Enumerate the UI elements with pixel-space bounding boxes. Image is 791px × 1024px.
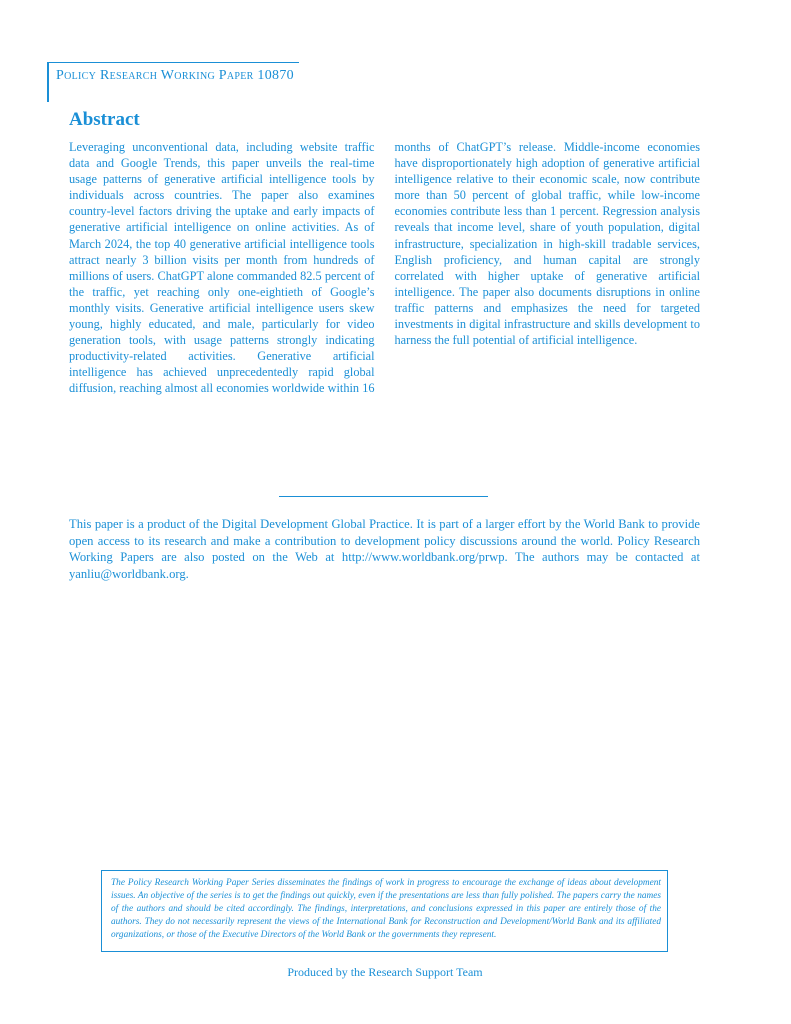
abstract-body <box>69 139 700 397</box>
product-note: This paper is a product of the Digital Development Global Practice. It is part of a larger effort by the World Bank to provide open access to its research and make a contribution to development policy discussions around the world. Policy Research Working Papers are also posted on the Web at http://www.worldbank.org/prwp. The authors may be contacted at yanliu@worldbank.org. <box>69 517 700 581</box>
header-vertical-rule <box>47 62 49 102</box>
series-title: Policy Research Working Paper 10870 <box>56 68 294 83</box>
abstract-text: Leveraging unconventional data, including website traffic data and Google Trends, this paper unveils the real-time usage patterns of generative artificial intelligence tools by individuals across countries. The paper also examines country-level factors driving the uptake and early impacts of generative artificial intelligence on online activities. As of March 2024, the top 40 generative artificial intelligence tools attract nearly 3 billion visits per month from hundreds of millions of users. ChatGPT alone commanded 82.5 percent of the traffic, yet reaching only one-eightieth of Google’s monthly visits. Generative artificial intelligence users skew young, highly educated, and male, particularly for video generation tools, with usage patterns strongly indicating productivity-related activities. Generative artificial intelligence has achieved unprecedentedly rapid global diffusion, reaching almost all economies worldwide within 16 months of ChatGPT’s release. Middle-income economies have disproportionately high adoption of generative artificial intelligence relative to their economic scale, now contribute more than 50 percent of global traffic, while low-income economies contribute less than 1 percent. Regression analysis reveals that income level, share of youth population, digital infrastructure, specialization in high-skill tradable services, English proficiency, and human capital are strongly correlated with higher uptake of generative artificial intelligence. The paper also documents disruptions in online traffic patterns and emphasizes the need for targeted investments in digital infrastructure and skills development to harness the full potential of artificial intelligence. <box>69 140 700 396</box>
series-disclaimer-text: The Policy Research Working Paper Series disseminates the findings of work in progress to encourage the exchange of ideas about development issues. An objective of the series is to get the findings out quickly, even if the presentations are less than fully polished. The papers carry the names of the authors and should be cited accordingly. The findings, interpretations, and conclusions expressed in this paper are entirely those of the authors. They do not necessarily represent the views of the International Bank for Reconstruction and Development/World Bank and its affiliated organizations, or those of the Executive Directors of the World Bank or the governments they represent. <box>111 878 661 940</box>
header-horizontal-rule <box>47 62 299 63</box>
producer-credit: Produced by the Research Support Team <box>287 965 483 979</box>
abstract-heading: Abstract <box>69 109 140 130</box>
section-divider <box>279 496 488 497</box>
series-disclaimer-box <box>101 870 668 952</box>
